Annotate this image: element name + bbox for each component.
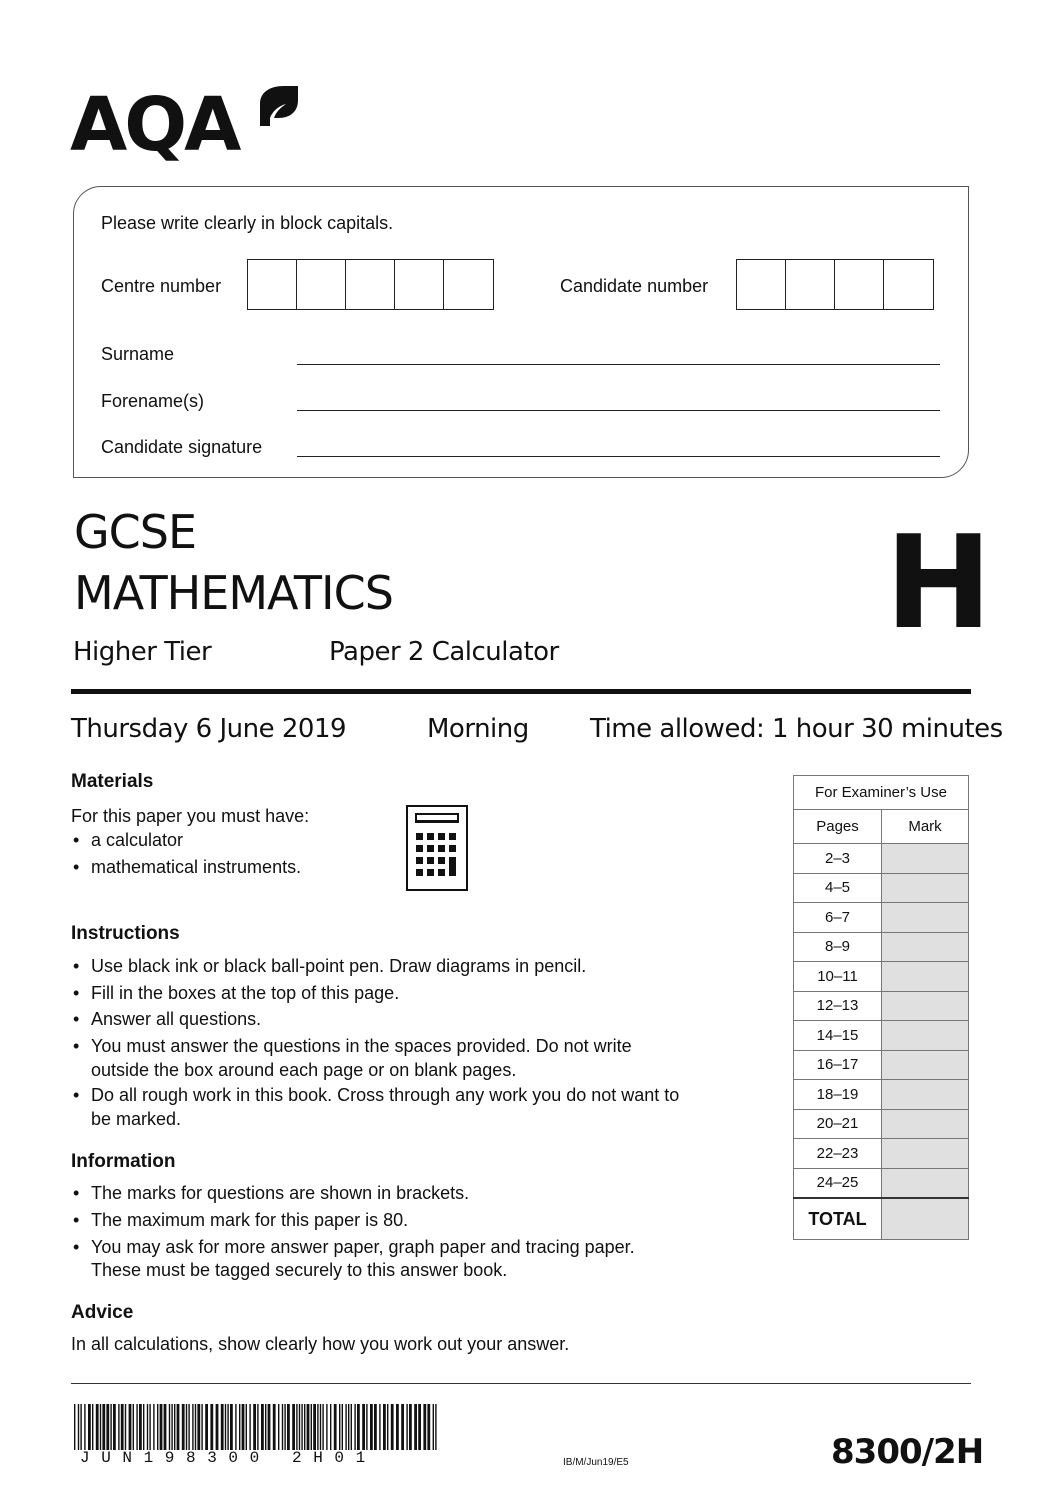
barcode-bar <box>268 1404 271 1450</box>
barcode-bar <box>136 1404 137 1450</box>
barcode-bar <box>88 1404 91 1450</box>
subject-title: MATHEMATICS <box>74 566 393 620</box>
barcode-bar <box>427 1404 430 1450</box>
pages-cell: 4–5 <box>794 873 882 903</box>
mark-cell <box>882 991 969 1021</box>
barcode-bar <box>433 1404 434 1450</box>
barcode-bar <box>339 1404 340 1450</box>
mark-cell <box>882 1080 969 1110</box>
barcode-bar <box>100 1404 101 1450</box>
barcode-bar <box>188 1404 189 1450</box>
barcode-bar <box>423 1404 426 1450</box>
barcode-bar <box>221 1404 224 1450</box>
table-row <box>794 1080 969 1110</box>
mark-cell <box>882 873 969 903</box>
barcode-bar <box>227 1404 228 1450</box>
barcode-bar <box>292 1404 295 1450</box>
barcode-bar <box>322 1404 323 1450</box>
advice-text: In all calculations, show clearly how you work out your answer. <box>71 1334 570 1354</box>
tier-label: Higher Tier <box>73 637 212 667</box>
pages-cell: 16–17 <box>794 1050 882 1080</box>
barcode-bar <box>164 1404 167 1450</box>
barcode-bar <box>362 1404 365 1450</box>
exam-date: Thursday 6 June 2019 <box>71 714 347 744</box>
barcode-bar <box>169 1404 170 1450</box>
barcode-bar <box>249 1404 250 1450</box>
barcode-bar <box>210 1404 213 1450</box>
mark-cell <box>882 932 969 962</box>
barcode-bar <box>342 1404 343 1450</box>
barcode-bar <box>354 1404 355 1450</box>
pages-cell: 24–25 <box>794 1168 882 1198</box>
barcode-bar <box>133 1404 134 1450</box>
centre-digit-box[interactable] <box>248 260 297 309</box>
mark-cell <box>882 1109 969 1139</box>
barcode-bar <box>125 1404 126 1450</box>
barcode-bar <box>230 1404 233 1450</box>
barcode-bar <box>326 1404 327 1450</box>
candidate-number-boxes[interactable] <box>736 259 934 310</box>
barcode-bar <box>186 1404 187 1450</box>
signature-line[interactable] <box>297 456 940 457</box>
barcode-bar <box>121 1404 124 1450</box>
barcode-bar <box>383 1404 386 1450</box>
table-row <box>794 1050 969 1080</box>
table-row <box>794 962 969 992</box>
barcode-bar <box>261 1404 264 1450</box>
barcode-bar <box>253 1404 256 1450</box>
barcode-bar <box>74 1404 75 1450</box>
table-row <box>794 844 969 874</box>
candidate-digit-box[interactable] <box>884 260 933 309</box>
barcode-bar <box>299 1404 300 1450</box>
mark-cell <box>882 1139 969 1169</box>
mark-cell <box>882 962 969 992</box>
barcode-bar <box>345 1404 346 1450</box>
barcode-bar <box>282 1404 283 1450</box>
forenames-line[interactable] <box>297 410 940 411</box>
centre-number-label: Centre number <box>101 276 222 296</box>
pages-cell: 12–13 <box>794 991 882 1021</box>
table-row <box>794 991 969 1021</box>
total-label: TOTAL <box>794 1198 882 1240</box>
advice-heading: Advice <box>71 1302 134 1323</box>
barcode-bar <box>409 1404 412 1450</box>
barcode-bar <box>160 1404 163 1450</box>
barcode-bar <box>257 1404 258 1450</box>
barcode-bar <box>311 1404 312 1450</box>
barcode-bar <box>265 1404 266 1450</box>
mark-cell <box>882 1050 969 1080</box>
barcode-bar <box>153 1404 154 1450</box>
pages-cell: 2–3 <box>794 844 882 874</box>
barcode-bar <box>284 1404 285 1450</box>
barcode-bar <box>313 1404 316 1450</box>
pages-cell: 8–9 <box>794 932 882 962</box>
total-mark-cell <box>882 1198 969 1240</box>
footer-divider <box>71 1383 971 1384</box>
mark-cell <box>882 1168 969 1198</box>
mark-cell <box>882 1021 969 1051</box>
centre-digit-box[interactable] <box>395 260 444 309</box>
barcode-bar <box>192 1404 193 1450</box>
barcode-bar <box>401 1404 404 1450</box>
barcode-bar <box>118 1404 119 1450</box>
barcode-bar <box>84 1404 85 1450</box>
title-divider <box>71 689 971 694</box>
table-row <box>794 932 969 962</box>
barcode-bar <box>96 1404 99 1450</box>
tier-letter: H <box>885 509 993 658</box>
list-item-continuation: be marked. <box>91 1109 182 1129</box>
barcode-bar <box>435 1404 436 1450</box>
barcode-bar <box>78 1404 79 1450</box>
barcode-bar <box>374 1404 377 1450</box>
materials-intro: For this paper you must have: <box>71 806 310 826</box>
block-capitals-instruction: Please write clearly in block capitals. <box>101 213 394 233</box>
list-item-continuation: outside the box around each page or on blank pages. <box>91 1060 517 1080</box>
mark-cell <box>882 844 969 874</box>
table-row <box>794 873 969 903</box>
examiners-use-table <box>793 775 969 1240</box>
barcode-bar <box>174 1404 175 1450</box>
barcode-bar <box>182 1404 185 1450</box>
barcode-bar <box>351 1404 352 1450</box>
time-allowed: Time allowed: 1 hour 30 minutes <box>590 714 1003 744</box>
table-row <box>794 903 969 933</box>
centre-digit-box[interactable] <box>346 260 395 309</box>
barcode-bar <box>149 1404 150 1450</box>
pages-cell: 10–11 <box>794 962 882 992</box>
barcode-bar <box>225 1404 226 1450</box>
barcode-bar <box>102 1404 105 1450</box>
barcode-bar <box>273 1404 276 1450</box>
barcode-bar <box>113 1404 116 1450</box>
barcode-bar <box>418 1404 421 1450</box>
candidate-number-label: Candidate number <box>560 276 709 296</box>
barcode-bar <box>106 1404 109 1450</box>
barcode-bar <box>379 1404 380 1450</box>
surname-label: Surname <box>101 344 175 364</box>
barcode-bar <box>348 1404 349 1450</box>
barcode-bar <box>406 1404 407 1450</box>
materials-heading: Materials <box>71 771 154 792</box>
barcode-bar <box>334 1404 337 1450</box>
barcode-bar <box>246 1404 247 1450</box>
barcode-bar <box>171 1404 172 1450</box>
pages-column-header: Pages <box>794 810 882 844</box>
barcode-bar <box>205 1404 208 1450</box>
barcode-bar <box>357 1404 360 1450</box>
barcode-text: JUN198300 2H01 <box>80 1449 377 1467</box>
barcode-bar <box>296 1404 297 1450</box>
barcode-bar <box>139 1404 142 1450</box>
aqa-logo: AQA <box>70 82 239 168</box>
paper-code: 8300/2H <box>831 1432 984 1472</box>
barcode-bar <box>92 1404 93 1450</box>
barcode-bar <box>157 1404 158 1450</box>
barcode-bar <box>235 1404 236 1450</box>
centre-digit-box[interactable] <box>444 260 493 309</box>
barcode-bar <box>216 1404 219 1450</box>
barcode-bar <box>396 1404 399 1450</box>
signature-label: Candidate signature <box>101 437 263 457</box>
total-row <box>794 1198 969 1240</box>
pages-cell: 6–7 <box>794 903 882 933</box>
barcode-bar <box>197 1404 200 1450</box>
forenames-label: Forename(s) <box>101 391 205 411</box>
aqa-leaf-icon <box>254 82 302 130</box>
mark-column-header: Mark <box>882 810 969 844</box>
barcode-bar <box>366 1404 367 1450</box>
barcode-bar <box>287 1404 290 1450</box>
barcode-bar <box>80 1404 81 1450</box>
centre-number-boxes[interactable] <box>247 259 494 310</box>
barcode-bar <box>307 1404 310 1450</box>
barcode-bar <box>317 1404 318 1450</box>
list-item-continuation: These must be tagged securely to this answer book. <box>91 1260 508 1280</box>
barcode-bar <box>391 1404 394 1450</box>
information-heading: Information <box>71 1151 176 1172</box>
barcode-bar <box>320 1404 321 1450</box>
barcode-bar <box>242 1404 245 1450</box>
candidate-digit-box[interactable] <box>737 260 786 309</box>
surname-line[interactable] <box>297 364 940 365</box>
table-row <box>794 1109 969 1139</box>
instructions-heading: Instructions <box>71 923 180 944</box>
examiners-use-title: For Examiner’s Use <box>794 776 969 810</box>
paper-label: Paper 2 Calculator <box>329 637 559 667</box>
barcode-bar <box>143 1404 144 1450</box>
barcode-bar <box>387 1404 388 1450</box>
barcode-bar <box>195 1404 196 1450</box>
table-row <box>794 1021 969 1051</box>
candidate-digit-box[interactable] <box>786 260 835 309</box>
barcode-bar <box>278 1404 279 1450</box>
barcode-bar <box>147 1404 148 1450</box>
exam-session: Morning <box>427 714 529 744</box>
barcode <box>74 1404 440 1450</box>
table-row <box>794 1139 969 1169</box>
table-row <box>794 1168 969 1198</box>
pages-cell: 14–15 <box>794 1021 882 1051</box>
pages-cell: 18–19 <box>794 1080 882 1110</box>
barcode-bar <box>110 1404 111 1450</box>
pages-cell: 22–23 <box>794 1139 882 1169</box>
document-reference: IB/M/Jun19/E5 <box>563 1457 629 1468</box>
calculator-icon <box>406 805 468 891</box>
barcode-bar <box>129 1404 132 1450</box>
barcode-bar <box>239 1404 240 1450</box>
barcode-bar <box>414 1404 417 1450</box>
mark-cell <box>882 903 969 933</box>
pages-cell: 20–21 <box>794 1109 882 1139</box>
centre-digit-box[interactable] <box>297 260 346 309</box>
barcode-bar <box>201 1404 202 1450</box>
qualification-title: GCSE <box>74 505 197 559</box>
candidate-digit-box[interactable] <box>835 260 884 309</box>
barcode-bar <box>304 1404 305 1450</box>
barcode-bar <box>177 1404 180 1450</box>
barcode-bar <box>301 1404 302 1450</box>
barcode-bar <box>370 1404 373 1450</box>
barcode-bar <box>330 1404 331 1450</box>
